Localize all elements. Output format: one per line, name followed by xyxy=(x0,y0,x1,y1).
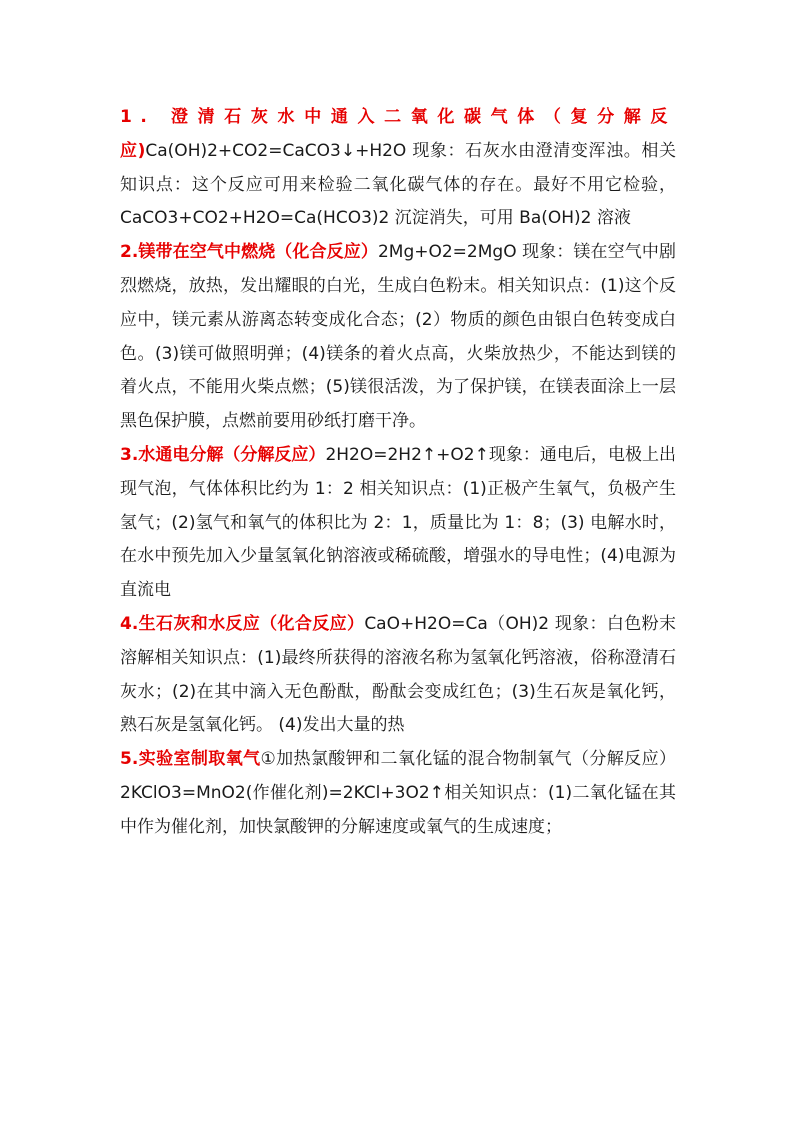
section-4-heading: 4.生石灰和水反应（化合反应） xyxy=(120,613,365,634)
section-1-body: Ca(OH)2+CO2=CaCO3↓+H2O 现象：石灰水由澄清变浑浊。相关知识点：这个反应可用来检验二氧化碳气体的存在。最好不用它检验，CaCO3+CO2+H2O=Ca(HCO3)2 沉淀消失，可用 Ba(OH)2 溶液 xyxy=(120,140,676,229)
section-3 xyxy=(120,439,676,608)
section-5-heading: 5.实验室制取氧气 xyxy=(120,749,261,770)
section-1 xyxy=(120,101,676,236)
section-2-body: 2Mg+O2=2MgO 现象：镁在空气中剧烈燃烧，放热，发出耀眼的白光，生成白色粉末。相关知识点：(1)这个反应中，镁元素从游离态转变成化合态；(2）物质的颜色由银白色转变成白色。(3)镁可做照明弹；(4)镁条的着火点高，火柴放热少，不能达到镁的着火点，不能用火柴点燃；(5)镁很活泼，为了保护镁，在镁表面涂上一层黑色保护膜，点燃前要用砂纸打磨干净。 xyxy=(120,242,676,432)
section-1-heading-tail: 应) xyxy=(120,140,146,161)
section-1-heading: 1. 澄清石灰水中通入二氧化碳气体（复分解反 xyxy=(120,107,676,127)
section-5-body: ①加热氯酸钾和二氧化锰的混合物制氧气（分解反应）2KClO3=MnO2(作催化剂)=2KCl+3O2↑相关知识点：(1)二氧化锰在其中作为催化剂，加快氯酸钾的分解速度或氧气的生成速度； xyxy=(120,749,676,837)
document-page xyxy=(120,101,676,845)
section-3-heading: 3.水通电分解（分解反应） xyxy=(120,444,326,465)
section-3-body: 2H2O=2H2↑+O2↑现象：通电后，电极上出现气泡，气体体积比约为 1：2 相关知识点：(1)正极产生氧气，负极产生氢气；(2)氢气和氧气的体积比为 2：1，质量比为 1：8；(3) 电解水时，在水中预先加入少量氢氧化钠溶液或稀硫酸，增强水的导电性；(4)电源为直流电 xyxy=(120,444,676,601)
section-2-heading: 2.镁带在空气中燃烧（化合反应） xyxy=(120,242,378,263)
section-4-body: CaO+H2O=Ca（OH)2 现象：白色粉末溶解相关知识点：(1)最终所获得的溶液名称为氢氧化钙溶液，俗称澄清石灰水；(2)在其中滴入无色酚酞，酚酞会变成红色；(3)生石灰是氧化钙，熟石灰是氢氧化钙。 (4)发出大量的热 xyxy=(120,613,676,736)
section-5 xyxy=(120,743,676,844)
section-4 xyxy=(120,608,676,743)
section-2 xyxy=(120,236,676,439)
